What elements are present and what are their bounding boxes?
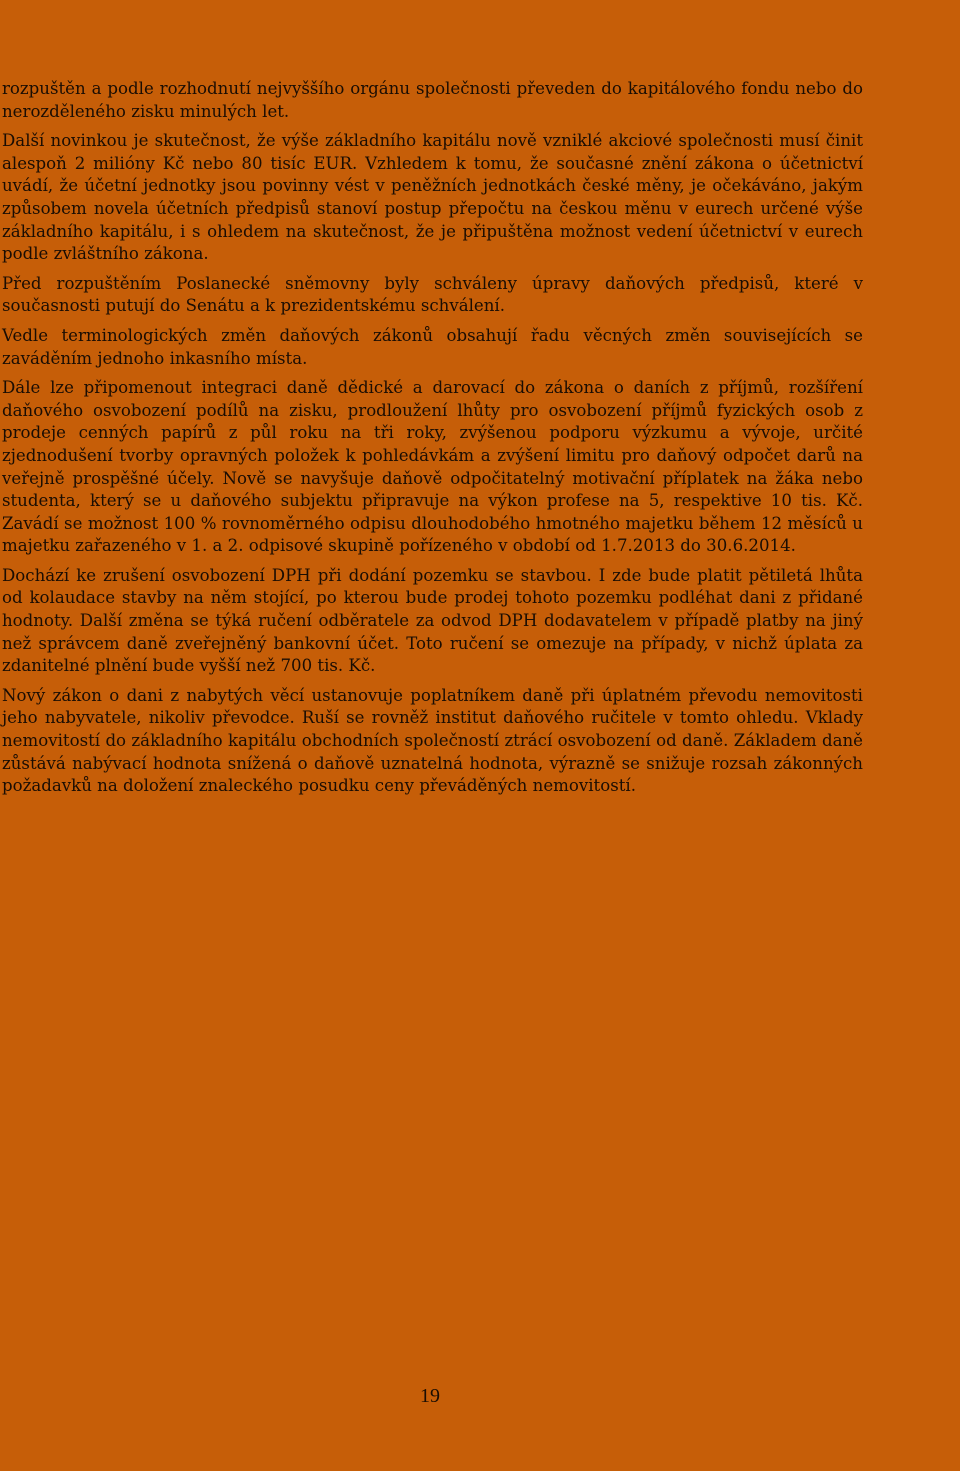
paragraph-3: Před rozpuštěním Poslanecké sněmovny byly schváleny úpravy daňových předpisů, které v současnosti putují do Senátu a k prezidentskému schválení. bbox=[2, 273, 863, 316]
document-body bbox=[2, 78, 863, 805]
page-number: 19 bbox=[420, 1385, 440, 1407]
paragraph-2: Další novinkou je skutečnost, že výše základního kapitálu nově vzniklé akciové společnosti musí činit alespoň 2 milióny Kč nebo 80 tisíc EUR. Vzhledem k tomu, že současné znění zákona o účetnictví uvádí, že účetní jednotky jsou povinny vést v peněžních jednotkách české měny, je očekáváno, jakým způsobem novela účetních předpisů stanoví postup přepočtu na českou měnu v eurech určené výše základního kapitálu, i s ohledem na skutečnost, že je připuštěna možnost vedení účetnictví v eurech podle zvláštního zákona. bbox=[2, 131, 863, 264]
paragraph-6: Dochází ke zrušení osvobození DPH při dodání pozemku se stavbou. I zde bude platit pětiletá lhůta od kolaudace stavby na něm stojící, po kterou bude prodej tohoto pozemku podléhat dani z přidané hodnoty. Další změna se týká ručení odběratele za odvod DPH dodavatelem v případě platby na jiný než správcem daně zveřejněný bankovní účet. Toto ručení se omezuje na případy, v nichž úplata za zdanitelné plnění bude vyšší než 700 tis. Kč. bbox=[2, 565, 863, 676]
paragraph-1: rozpuštěn a podle rozhodnutí nejvyššího orgánu společnosti převeden do kapitálového fondu nebo do nerozděleného zisku minulých let. bbox=[2, 79, 863, 121]
paragraph-5: Dále lze připomenout integraci daně dědické a darovací do zákona o daních z příjmů, rozšíření daňového osvobození podílů na zisku, prodloužení lhůty pro osvobození příjmů fyzických osob z prodeje cenných papírů z půl roku na tři roky, zvýšenou podporu výzkumu a vývoje, určité zjednodušení tvorby opravných položek k pohledávkám a zvýšení limitu pro daňový odpočet darů na veřejně prospěšné účely. Nově se navyšuje daňově odpočitatelný motivační příplatek na žáka nebo studenta, který se u daňového subjektu připravuje na výkon profese na 5, respektive 10 tis. Kč. Zavádí se možnost 100 % rovnoměrného odpisu dlouhodobého hmotného majetku během 12 měsíců u majetku zařazeného v 1. a 2. odpisové skupině pořízeného v období od 1.7.2013 do 30.6.2014. bbox=[2, 378, 863, 556]
paragraph-7: Nový zákon o dani z nabytých věcí ustanovuje poplatníkem daně při úplatném převodu nemovitosti jeho nabyvatele, nikoliv převodce. Ruší se rovněž institut daňového ručitele v tomto ohledu. Vklady nemovitostí do základního kapitálu obchodních společností ztrácí osvobození od daně. Základem daně zůstává nabývací hodnota snížená o daňově uznatelná hodnota, výrazně se snižuje rozsah zákonných požadavků na doložení znaleckého posudku ceny převáděných nemovitostí. bbox=[2, 685, 863, 796]
paragraph-4: Vedle terminologických změn daňových zákonů obsahují řadu věcných změn souvisejících se zaváděním jednoho inkasního místa. bbox=[2, 325, 863, 368]
